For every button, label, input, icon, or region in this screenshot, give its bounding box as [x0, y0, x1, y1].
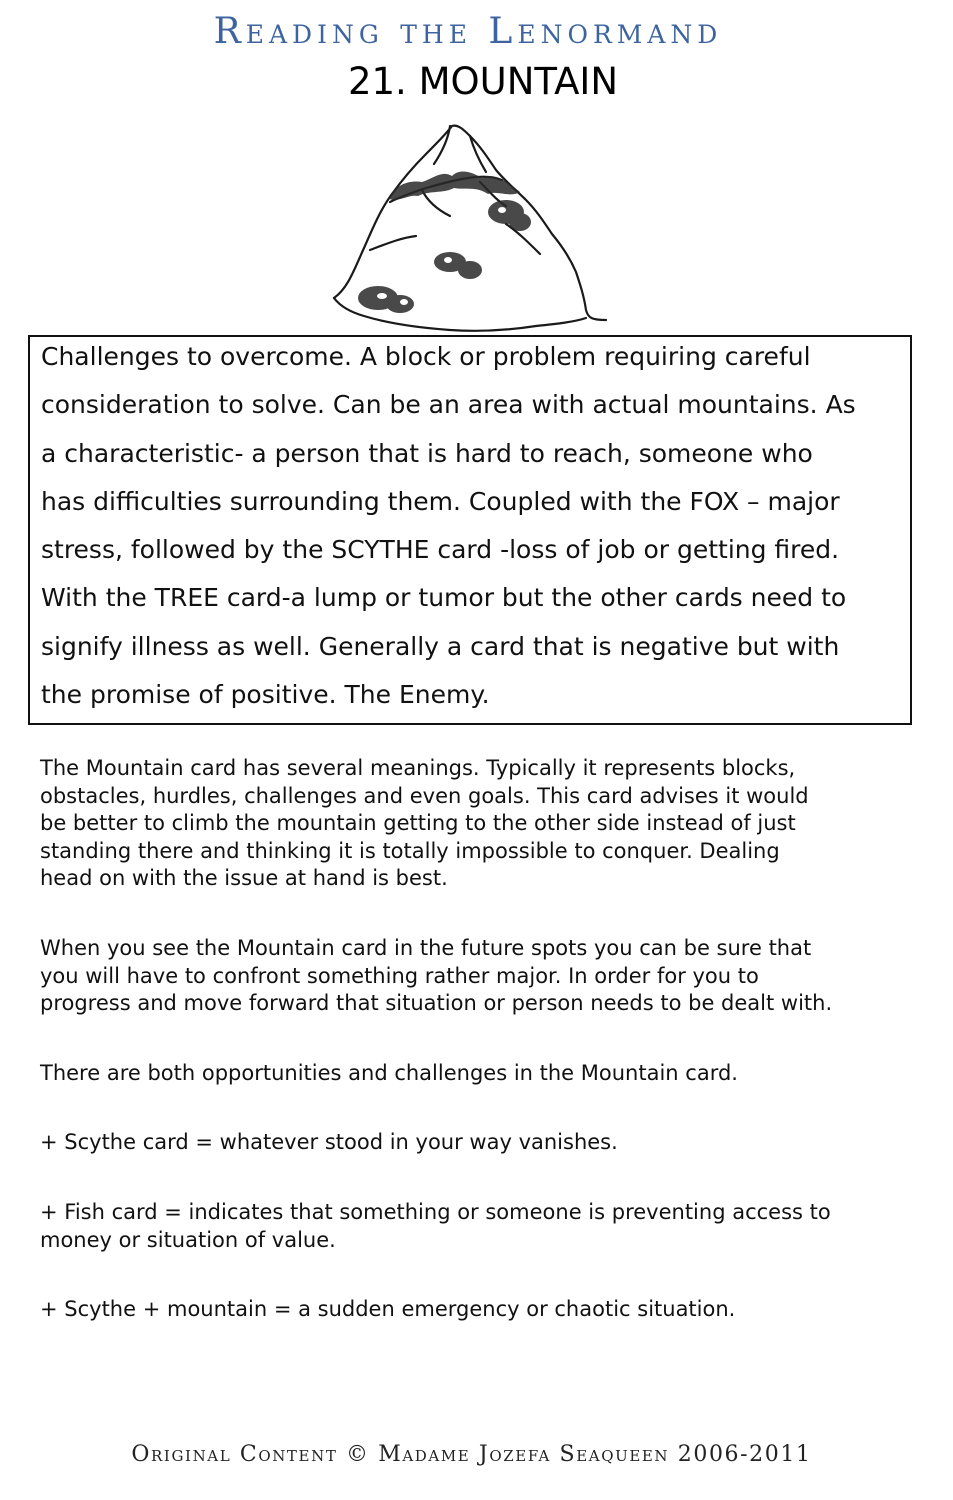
- paragraph-future: When you see the Mountain card in the future spots you can be sure that you will have to confront something rather major. In order for you to progress and move forward that situation or person needs to be dealt with.: [40, 936, 833, 1015]
- paragraph-opportunities: There are both opportunities and challenges in the Mountain card.: [40, 1061, 738, 1085]
- footer-copyright: Original Content © Madame Jozefa Seaqueen 2006-2011: [131, 1442, 812, 1467]
- paragraph-scythe: + Scythe card = whatever stood in your way vanishes.: [40, 1130, 618, 1154]
- summary-text: Challenges to overcome. A block or problem requiring careful consideration to solve. Can be an area with actual mountains. As a characteristic- a person that is hard to reach, someone who has difficulties surrounding them. Coupled with the FOX – major stress, followed by the SCYTHE card -loss of job or getting fired. With the TREE card-a lump or tumor but the other cards need to signify illness as well. Generally a card that is negative but with the promise of positive. The Enemy.: [41, 342, 856, 710]
- series-title: Reading the Lenormand: [213, 11, 723, 52]
- mountain-icon: [330, 120, 612, 336]
- summary-box: [28, 335, 912, 725]
- card-title: 21. MOUNTAIN: [347, 60, 619, 103]
- paragraph-fish: + Fish card = indicates that something or someone is preventing access to money or situation of value.: [40, 1200, 831, 1252]
- paragraph-scythe-mountain: + Scythe + mountain = a sudden emergency or chaotic situation.: [40, 1297, 736, 1321]
- paragraph-meanings: The Mountain card has several meanings. Typically it represents blocks, obstacles, hurdles, challenges and even goals. This card advises it would be better to climb the mountain getting to the other side instead of just standing there and thinking it is totally impossible to conquer. Dealing head on with the issue at hand is best.: [40, 756, 809, 890]
